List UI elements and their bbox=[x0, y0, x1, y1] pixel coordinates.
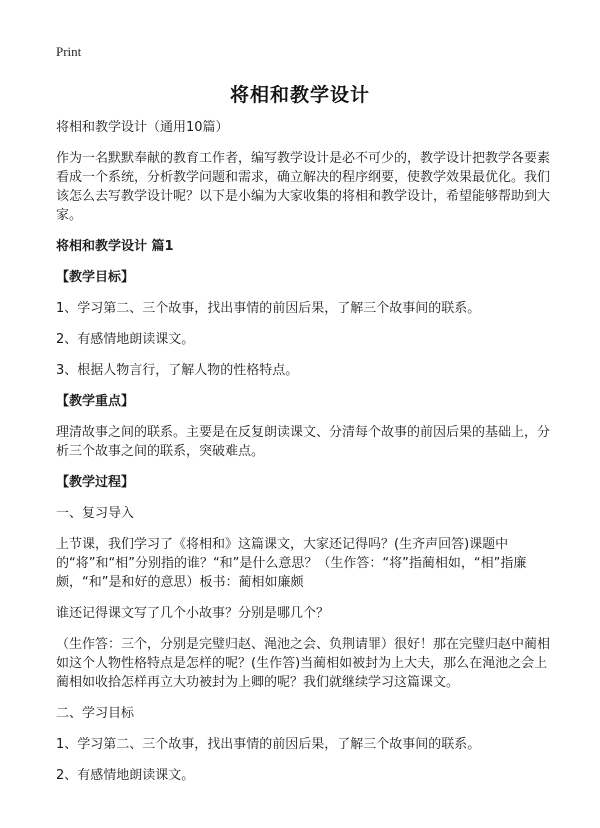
body-paragraph: 理清故事之间的联系。主要是在反复朗读课文、分清每个故事的前因后果的基础上，分析三个故事之间的联系，突破难点。 bbox=[56, 425, 551, 459]
body-paragraph: （生作答：三个，分别是完璧归赵、渑池之会、负荆请罪）很好！那在完璧归赵中蔺相如这个人物性格特点是怎样的呢？(生作答)当蔺相如被封为上大夫，那么在渑池之会上蔺相如收拾怎样再立大功被封为上卿的呢？我们就继续学习这篇课文。 bbox=[56, 637, 551, 690]
doc-subtitle: 将相和教学设计（通用10篇） bbox=[56, 120, 229, 135]
section-heading: 将相和教学设计 篇1 bbox=[56, 239, 174, 254]
intro-paragraph: 作为一名默默奉献的教育工作者，编写教学设计是必不可少的，教学设计把教学各要素看成一个系统，分析教学问题和需求，确立解决的程序纲要，使教学效果最优化。我们该怎么去写教学设计呢？以下是小编为大家收集的将相和教学设计，希望能够帮助到大家。 bbox=[56, 151, 551, 223]
list-item: 2、有感情地朗读课文。 bbox=[56, 332, 195, 347]
page-title: 将相和教学设计 bbox=[229, 84, 370, 106]
step-heading: 二、学习目标 bbox=[56, 706, 135, 721]
list-item: 3、根据人物言行，了解人物的性格特点。 bbox=[56, 363, 299, 378]
print-link[interactable]: Print bbox=[56, 44, 82, 59]
step-heading: 一、复习导入 bbox=[56, 506, 135, 521]
body-paragraph: 上节课，我们学习了《将相和》这篇课文，大家还记得吗？(生齐声回答)课题中的“将”和“相”分别指的谁？“和”是什么意思？（生作答：“将”指蔺相如，“相”指廉颇，“和”是和好的意思）板书：蔺相如廉颇 bbox=[56, 537, 527, 590]
document-body bbox=[56, 118, 552, 797]
subsection-heading: 【教学目标】 bbox=[56, 270, 135, 285]
list-item: 2、有感情地朗读课文。 bbox=[56, 768, 195, 783]
body-paragraph: 谁还记得课文写了几个小故事？分别是哪几个？ bbox=[56, 606, 330, 621]
list-item: 1、学习第二、三个故事，找出事情的前因后果，了解三个故事间的联系。 bbox=[56, 301, 481, 316]
subsection-heading: 【教学重点】 bbox=[56, 394, 135, 409]
subsection-heading: 【教学过程】 bbox=[56, 475, 135, 490]
list-item: 1、学习第二、三个故事，找出事情的前因后果，了解三个故事间的联系。 bbox=[56, 737, 481, 752]
